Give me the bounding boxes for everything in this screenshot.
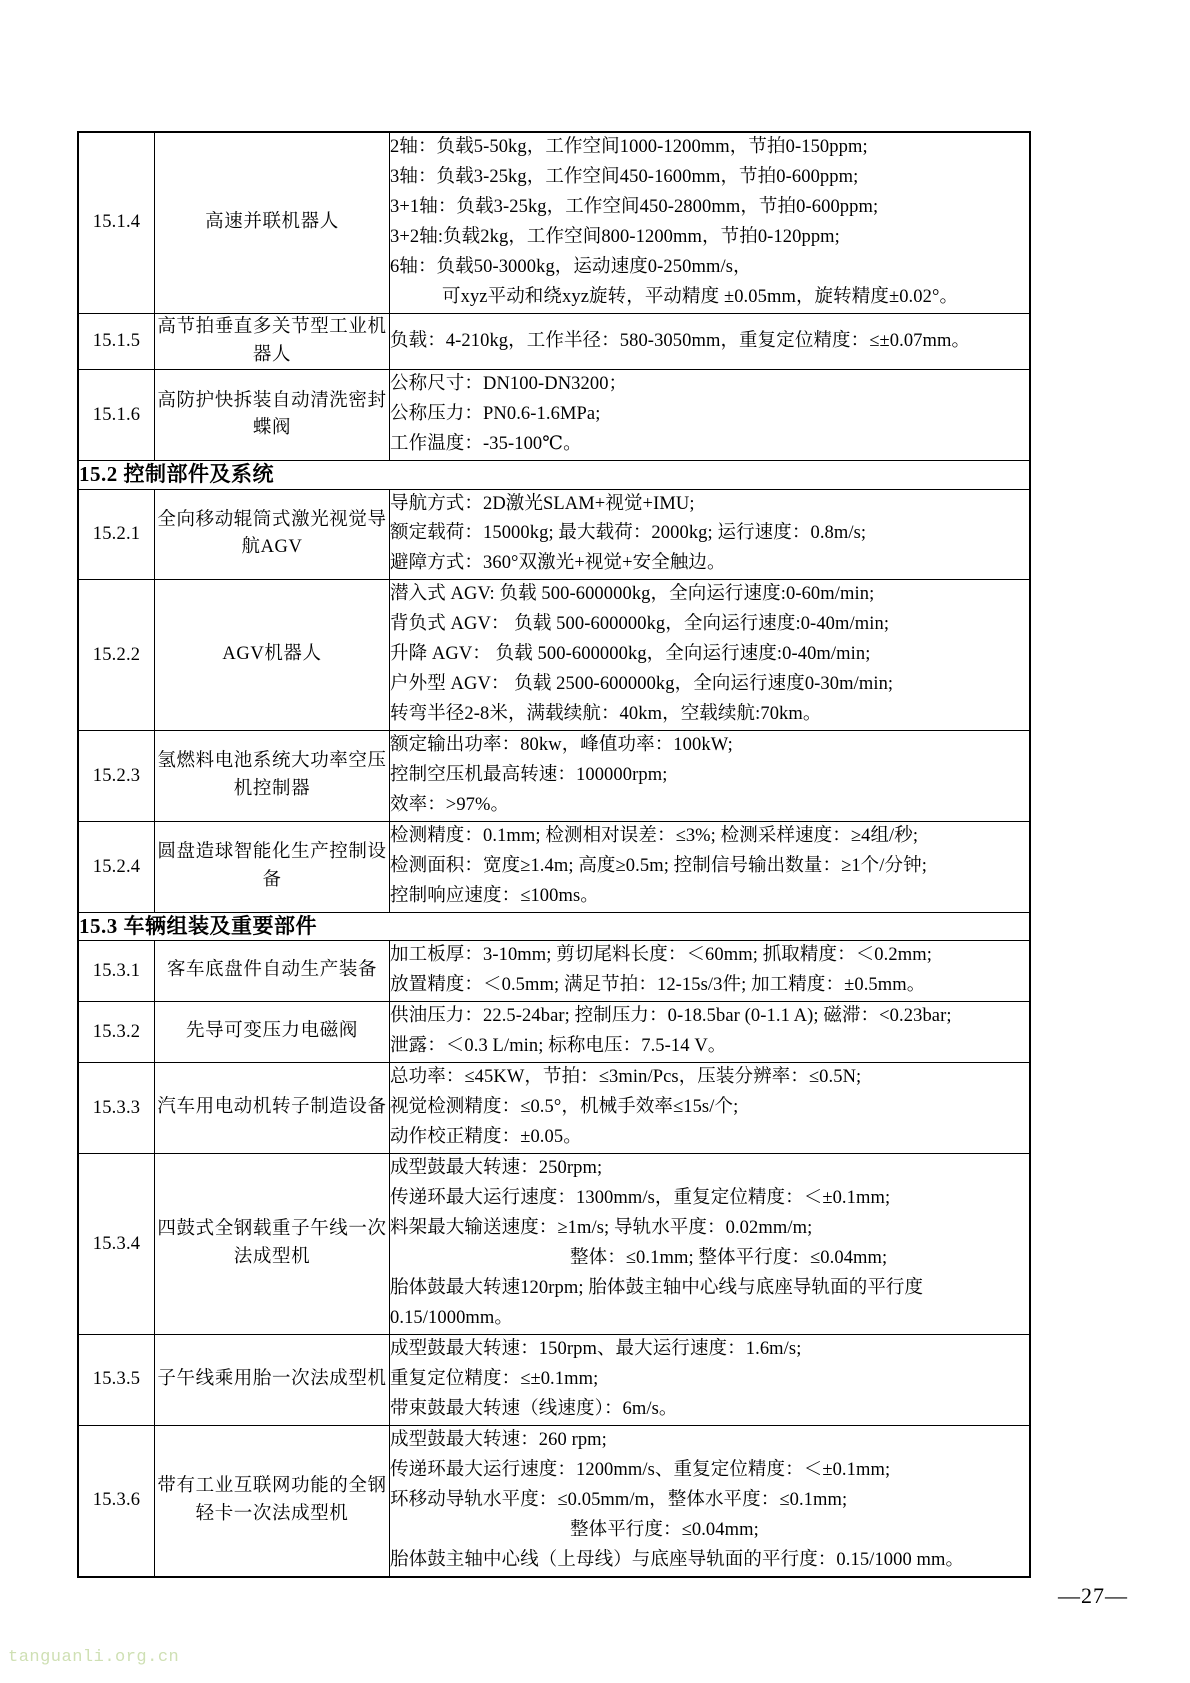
row-specification <box>390 370 1030 461</box>
table-row <box>79 580 1030 731</box>
spec-line: 背负式 AGV： 负载 500-600000kg，全向运行速度:0-40m/min; <box>390 614 890 635</box>
site-watermark: tanguanli.org.cn <box>8 1648 180 1667</box>
specification-table <box>78 132 1030 1577</box>
row-specification <box>390 941 1030 1002</box>
spec-line: 控制响应速度：≤100ms。 <box>390 886 599 907</box>
spec-line: 升降 AGV： 负载 500-600000kg，全向运行速度:0-40m/min; <box>390 644 871 665</box>
spec-line: 供油压力：22.5-24bar; 控制压力：0-18.5bar (0-1.1 A); 磁滞：<0.23bar; <box>390 1006 952 1027</box>
row-code: 15.1.5 <box>79 313 155 370</box>
spec-line: 负载：4-210kg，工作半径：580-3050mm，重复定位精度：≤±0.07mm。 <box>390 330 971 351</box>
spec-line: 动作校正精度：±0.05。 <box>390 1127 582 1148</box>
spec-line: 额定载荷：15000kg; 最大载荷：2000kg; 运行速度：0.8m/s; <box>390 523 867 544</box>
row-equipment-name: 高防护快拆装自动清洗密封蝶阀 <box>155 370 390 461</box>
spec-line: 工作温度：-35-100℃。 <box>390 434 582 455</box>
row-equipment-name: 带有工业互联网功能的全钢轻卡一次法成型机 <box>155 1425 390 1576</box>
row-specification <box>390 133 1030 314</box>
table-row <box>79 313 1030 370</box>
table-section-row <box>79 461 1030 489</box>
spec-line: 转弯半径2-8米，满载续航：40km，空载续航:70km。 <box>390 704 822 725</box>
table-row <box>79 822 1030 913</box>
row-code: 15.3.6 <box>79 1425 155 1576</box>
spec-line: 胎体鼓最大转速120rpm; 胎体鼓主轴中心线与底座导轨面的平行度 <box>390 1278 924 1299</box>
spec-line: 视觉检测精度：≤0.5°，机械手效率≤15s/个; <box>390 1097 739 1118</box>
table-row <box>79 1425 1030 1576</box>
table-row <box>79 1002 1030 1063</box>
row-code: 15.3.4 <box>79 1154 155 1335</box>
spec-line: 检测精度：0.1mm; 检测相对误差：≤3%; 检测采样速度：≥4组/秒; <box>390 826 919 847</box>
spec-line: 整体：≤0.1mm; 整体平行度：≤0.04mm; <box>570 1248 888 1269</box>
row-specification <box>390 1002 1030 1063</box>
row-equipment-name: 圆盘造球智能化生产控制设备 <box>155 822 390 913</box>
table-row <box>79 1063 1030 1154</box>
row-specification <box>390 731 1030 822</box>
row-specification <box>390 313 1030 370</box>
spec-line: 成型鼓最大转速：150rpm、最大运行速度：1.6m/s; <box>390 1338 802 1359</box>
table-body <box>79 133 1030 1577</box>
row-code: 15.2.2 <box>79 580 155 731</box>
spec-line: 可xyz平动和绕xyz旋转，平动精度 ±0.05mm，旋转精度±0.02°。 <box>442 286 959 307</box>
row-specification <box>390 1063 1030 1154</box>
spec-line: 胎体鼓主轴中心线（上母线）与底座导轨面的平行度：0.15/1000 mm。 <box>390 1549 965 1570</box>
spec-line: 潜入式 AGV: 负载 500-600000kg，全向运行速度:0-60m/min; <box>390 584 875 605</box>
row-code: 15.3.1 <box>79 941 155 1002</box>
spec-line: 额定输出功率：80kw，峰值功率：100kW; <box>390 735 733 756</box>
row-specification <box>390 1154 1030 1335</box>
spec-line: 导航方式：2D激光SLAM+视觉+IMU; <box>390 493 695 514</box>
spec-line: 3+1轴：负载3-25kg，工作空间450-2800mm，节拍0-600ppm; <box>390 196 879 217</box>
row-code: 15.1.4 <box>79 133 155 314</box>
spec-line: 加工板厚：3-10mm; 剪切尾料长度：＜60mm; 抓取精度：＜0.2mm; <box>390 945 932 966</box>
row-specification <box>390 822 1030 913</box>
row-specification <box>390 1334 1030 1425</box>
spec-line: 传递环最大运行速度：1300mm/s，重复定位精度：＜±0.1mm; <box>390 1188 891 1209</box>
table-row <box>79 731 1030 822</box>
row-equipment-name: 高节拍垂直多关节型工业机器人 <box>155 313 390 370</box>
spec-line: 环移动导轨水平度：≤0.05mm/m，整体水平度：≤0.1mm; <box>390 1489 848 1510</box>
row-specification <box>390 580 1030 731</box>
row-equipment-name: 高速并联机器人 <box>155 133 390 314</box>
row-specification <box>390 489 1030 580</box>
table-section-row <box>79 913 1030 941</box>
spec-line: 带束鼓最大转速（线速度）：6m/s。 <box>390 1398 678 1419</box>
table-row <box>79 1334 1030 1425</box>
spec-line: 3轴：负载3-25kg，工作空间450-1600mm，节拍0-600ppm; <box>390 166 859 187</box>
spec-line: 避障方式：360°双激光+视觉+安全触边。 <box>390 553 726 574</box>
row-code: 15.2.4 <box>79 822 155 913</box>
row-equipment-name: 客车底盘件自动生产装备 <box>155 941 390 1002</box>
spec-line: 效率：>97%。 <box>390 795 510 816</box>
row-equipment-name: 汽车用电动机转子制造设备 <box>155 1063 390 1154</box>
spec-line: 成型鼓最大转速：250rpm; <box>390 1158 603 1179</box>
row-equipment-name: 氢燃料电池系统大功率空压机控制器 <box>155 731 390 822</box>
page-number: —27— <box>1058 1583 1128 1608</box>
row-equipment-name: 全向移动辊筒式激光视觉导航AGV <box>155 489 390 580</box>
table-row <box>79 1154 1030 1335</box>
row-equipment-name: 四鼓式全钢载重子午线一次法成型机 <box>155 1154 390 1335</box>
spec-line: 检测面积：宽度≥1.4m; 高度≥0.5m; 控制信号输出数量：≥1个/分钟; <box>390 856 927 877</box>
spec-line: 控制空压机最高转速：100000rpm; <box>390 765 668 786</box>
spec-line: 2轴：负载5-50kg，工作空间1000-1200mm，节拍0-150ppm; <box>390 137 868 157</box>
spec-line: 料架最大输送速度：≥1m/s; 导轨水平度：0.02mm/m; <box>390 1218 813 1239</box>
spec-line: 传递环最大运行速度：1200mm/s、重复定位精度：＜±0.1mm; <box>390 1459 891 1480</box>
row-equipment-name: AGV机器人 <box>155 580 390 731</box>
section-title: 15.2 控制部件及系统 <box>79 461 1030 489</box>
spec-line: 6轴：负载50-3000kg，运动速度0-250mm/s， <box>390 256 752 277</box>
table-row <box>79 941 1030 1002</box>
spec-line: 公称尺寸：DN100-DN3200； <box>390 374 628 395</box>
spec-line: 重复定位精度：≤±0.1mm; <box>390 1368 599 1389</box>
spec-line: 成型鼓最大转速：260 rpm; <box>390 1429 607 1450</box>
row-specification <box>390 1425 1030 1576</box>
spec-line: 户外型 AGV： 负载 2500-600000kg，全向运行速度0-30m/min; <box>390 674 894 695</box>
spec-line: 3+2轴:负载2kg，工作空间800-1200mm，节拍0-120ppm; <box>390 226 840 247</box>
row-code: 15.1.6 <box>79 370 155 461</box>
row-code: 15.2.1 <box>79 489 155 580</box>
table-row <box>79 133 1030 314</box>
row-equipment-name: 先导可变压力电磁阀 <box>155 1002 390 1063</box>
table-row <box>79 370 1030 461</box>
spec-line: 总功率：≤45KW，节拍：≤3min/Pcs，压装分辨率：≤0.5N; <box>390 1067 862 1088</box>
spec-line: 整体平行度：≤0.04mm; <box>570 1519 759 1540</box>
spec-line: 0.15/1000mm。 <box>390 1308 513 1328</box>
row-code: 15.2.3 <box>79 731 155 822</box>
spec-line: 泄露：＜0.3 L/min; 标称电压：7.5-14 V。 <box>390 1036 727 1057</box>
row-code: 15.3.2 <box>79 1002 155 1063</box>
row-equipment-name: 子午线乘用胎一次法成型机 <box>155 1334 390 1425</box>
spec-line: 公称压力：PN0.6-1.6MPa; <box>390 404 601 425</box>
section-title: 15.3 车辆组装及重要部件 <box>79 913 1030 941</box>
spec-line: 放置精度：＜0.5mm; 满足节拍：12-15s/3件; 加工精度：±0.5mm。 <box>390 975 926 996</box>
row-code: 15.3.5 <box>79 1334 155 1425</box>
table-row <box>79 489 1030 580</box>
row-code: 15.3.3 <box>79 1063 155 1154</box>
